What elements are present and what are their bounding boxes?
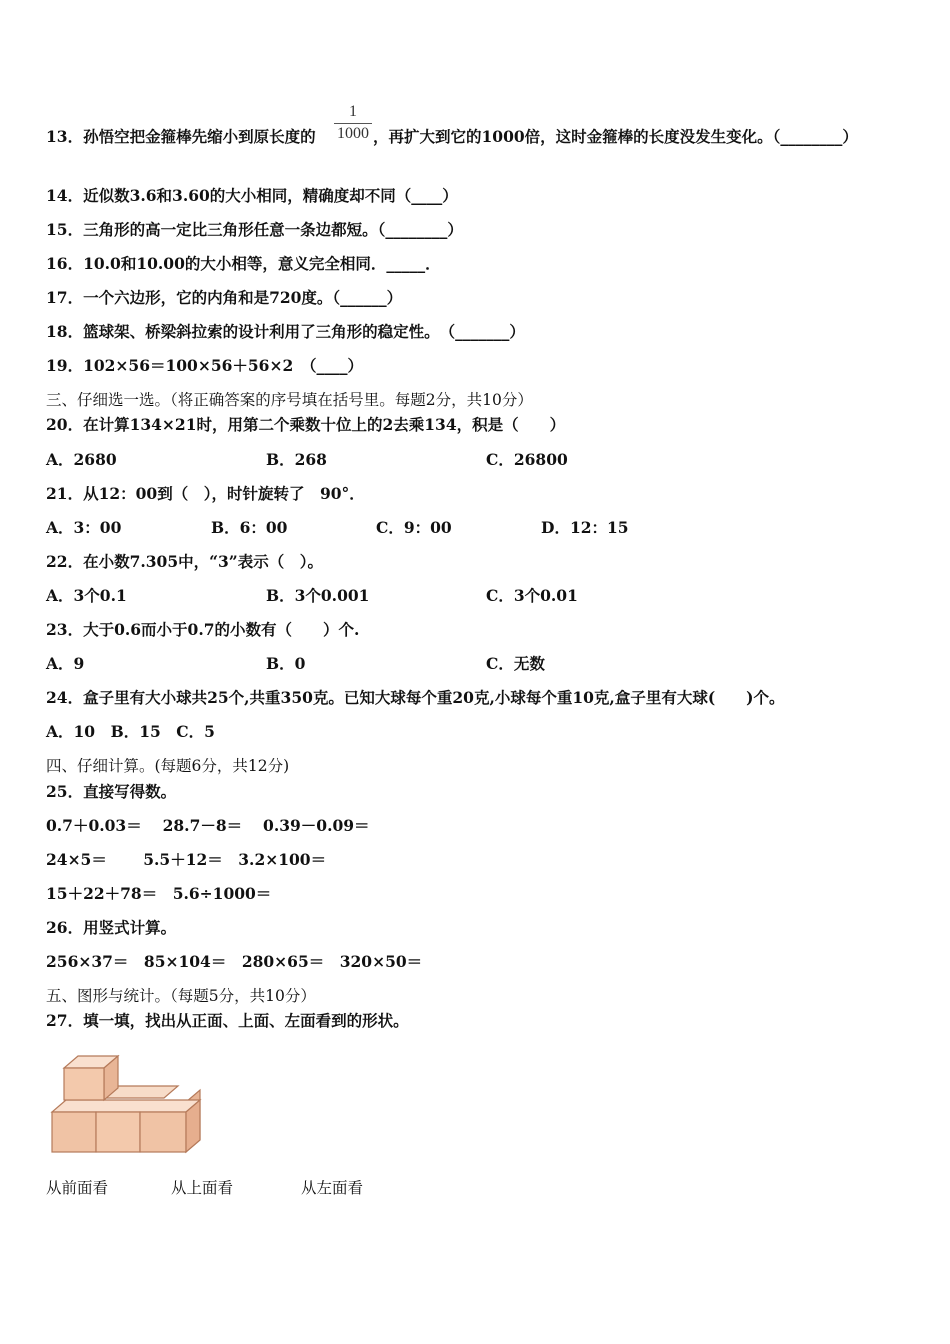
q23-option-a: A．9: [46, 654, 85, 673]
question-13-post: ，再扩大到它的1000倍，这时金箍棒的长度没发生变化。（________）: [373, 127, 858, 146]
question-14: 14．近似数3.6和3.60的大小相同，精确度却不同（____）: [46, 186, 458, 205]
view-top-label: 从上面看: [171, 1179, 234, 1197]
section-4-heading: 四、仔细计算。(每题6分，共12分): [46, 757, 290, 775]
q21-option-c: C．9：00: [376, 518, 452, 537]
question-21: 21．从12：00到（ ），时针旋转了 90°．: [46, 484, 365, 503]
q20-option-b: B．268: [266, 450, 327, 469]
fraction-numerator: 1: [349, 103, 357, 120]
question-23: 23．大于0.6而小于0.7的小数有（ ）个.: [46, 620, 360, 639]
view-left-label: 从左面看: [301, 1179, 364, 1197]
q26-row: 256×37＝ 85×104＝ 280×65＝ 320×50＝: [46, 952, 423, 971]
cube-stack-figure: [46, 1040, 206, 1160]
question-13: [46, 127, 316, 147]
q23-option-b: B．0: [266, 654, 306, 673]
q23-option-c: C．无数: [486, 654, 545, 673]
q25-row-2: 24×5＝ 5.5＋12＝ 3.2×100＝: [46, 850, 327, 869]
q22-option-b: B．3个0.001: [266, 586, 370, 605]
question-16: 16．10.0和10.00的大小相等，意义完全相同．_____．: [46, 254, 441, 273]
q21-option-b: B．6：00: [211, 518, 288, 537]
q25-row-1: 0.7＋0.03＝ 28.7－8＝ 0.39－0.09＝: [46, 816, 370, 835]
fraction-denominator: 1000: [337, 125, 369, 142]
q20-option-c: C．26800: [486, 450, 568, 469]
fraction: [334, 102, 372, 143]
q22-option-c: C．3个0.01: [486, 586, 578, 605]
question-22: 22．在小数7.305中，“3”表示（ ）。: [46, 552, 323, 571]
cube-front-1: [52, 1112, 96, 1152]
view-front-label: 从前面看: [46, 1179, 109, 1197]
question-27: 27．填一填，找出从正面、上面、左面看到的形状。: [46, 1011, 409, 1030]
question-18: 18．篮球架、桥梁斜拉索的设计利用了三角形的稳定性。 （_______）: [46, 322, 525, 341]
q21-option-d: D．12：15: [541, 518, 629, 537]
question-15: 15．三角形的高一定比三角形任意一条边都短。（________）: [46, 220, 463, 239]
question-17: 17．一个六边形，它的内角和是720度。（______）: [46, 288, 403, 307]
cube-front-2: [96, 1112, 140, 1152]
question-20: 20．在计算134×21时，用第二个乘数十位上的2去乘134，积是（ ）: [46, 415, 566, 434]
cube-top-front: [52, 1100, 200, 1112]
cube-upper-front: [64, 1068, 104, 1100]
q22-option-a: A．3个0.1: [46, 586, 127, 605]
question-13-pre: 13．孙悟空把金箍棒先缩小到原长度的: [46, 127, 316, 146]
section-5-heading: 五、图形与统计。（每题5分，共10分）: [46, 987, 316, 1005]
q25-row-3: 15＋22＋78＝ 5.6÷1000＝: [46, 884, 272, 903]
q24-options: A．10 B．15 C．5: [46, 722, 215, 741]
cube-front-3: [140, 1112, 186, 1152]
q20-option-a: A．2680: [46, 450, 117, 469]
question-19: 19．102×56＝100×56＋56×2 （____）: [46, 356, 363, 375]
question-25: 25．直接写得数。: [46, 782, 177, 801]
q21-option-a: A．3：00: [46, 518, 122, 537]
fraction-bar: [334, 123, 372, 124]
section-3-heading: 三、仔细选一选。（将正确答案的序号填在括号里。每题2分，共10分）: [46, 391, 533, 409]
question-24: 24．盒子里有大小球共25个,共重350克。已知大球每个重20克,小球每个重10克,盒子里有大球( )个。: [46, 688, 785, 707]
question-26: 26．用竖式计算。: [46, 918, 177, 937]
